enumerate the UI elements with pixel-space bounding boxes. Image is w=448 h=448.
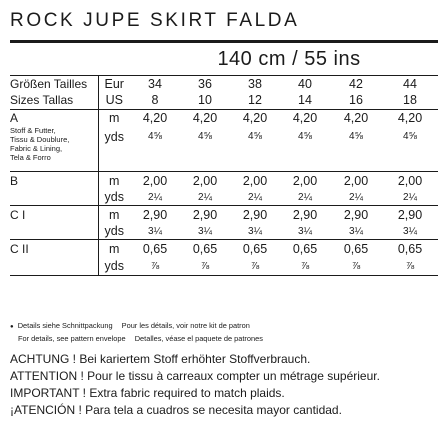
yardage-value: 2,00: [242, 173, 268, 188]
yardage-value: 2,90: [192, 207, 218, 222]
yardage-value: ⅞: [280, 258, 330, 276]
size-value: 14: [280, 92, 330, 110]
unit-label: m: [98, 206, 130, 224]
unit-label: m: [98, 240, 130, 258]
yardage-value: 0,65: [142, 241, 168, 256]
size-value: 12: [230, 92, 280, 110]
yardage-value: 2,90: [343, 207, 369, 222]
yardage-value: 4⅝: [330, 126, 382, 172]
title-divider: [10, 40, 438, 43]
section-a-metric-row: [10, 110, 438, 126]
yardage-value: 3¼: [330, 224, 382, 240]
yardage-value: 2,90: [397, 207, 423, 222]
size-value: 16: [330, 92, 382, 110]
yardage-value: 4⅝: [130, 126, 180, 172]
yardage-value: 3¼: [230, 224, 280, 240]
section-b-metric-row: [10, 172, 438, 190]
notes-line-1: [10, 320, 263, 333]
section-c1-metric-row: [10, 206, 438, 224]
size-value: 34: [130, 76, 180, 92]
note-en: For details, see pattern envelope: [18, 334, 126, 343]
yardage-value: ⅞: [330, 258, 382, 276]
yardage-value: 3¼: [180, 224, 230, 240]
section-b-imperial-row: [10, 190, 438, 206]
unit-label: yds: [98, 224, 130, 240]
note-fr: Pour les détails, voir notre kit de patron: [121, 321, 250, 330]
yardage-value: 4⅝: [382, 126, 438, 172]
yardage-value: 4,20: [192, 110, 218, 125]
yardage-value: 4,20: [292, 110, 318, 125]
yardage-value: 3¼: [280, 224, 330, 240]
section-label: C II: [10, 241, 29, 256]
bullet-icon: ●: [10, 324, 14, 330]
yardage-value: 3¼: [382, 224, 438, 240]
unit-label: yds: [98, 258, 130, 276]
yardage-value: 4⅝: [180, 126, 230, 172]
warning-es: ¡ATENCIÓN ! Para tela a cuadros se necesita mayor cantidad.: [10, 403, 342, 417]
yardage-value: 4⅝: [280, 126, 330, 172]
yardage-value: 2,00: [192, 173, 218, 188]
yardage-value: 2,00: [292, 173, 318, 188]
yardage-value: 4,20: [397, 110, 423, 125]
size-value: 36: [180, 76, 230, 92]
size-value: 42: [330, 76, 382, 92]
size-row-eur: [10, 76, 438, 92]
section-a-imperial-row: [10, 126, 438, 172]
size-row-label: Sizes Tallas: [10, 92, 98, 110]
size-value: 44: [382, 76, 438, 92]
yardage-value: 2,90: [292, 207, 318, 222]
yardage-value: 2¼: [130, 190, 180, 206]
warning-de: ACHTUNG ! Bei kariertem Stoff erhöhter Stoffverbrauch.: [10, 352, 311, 366]
size-value: 40: [280, 76, 330, 92]
warning-en: IMPORTANT ! Extra fabric required to match plaids.: [10, 386, 285, 400]
yardage-value: 2,00: [397, 173, 423, 188]
yardage-value: 4,20: [242, 110, 268, 125]
size-value: 38: [230, 76, 280, 92]
yardage-value: 2¼: [382, 190, 438, 206]
yardage-value: 2¼: [280, 190, 330, 206]
fabric-width-heading: 140 cm / 55 ins: [217, 48, 361, 70]
note-es: Detalles, véase el paquete de patrones: [134, 334, 263, 343]
unit-label: m: [98, 172, 130, 190]
section-label: C I: [10, 207, 26, 222]
size-value: 8: [130, 92, 180, 110]
yardage-value: 2,90: [242, 207, 268, 222]
yardage-value: ⅞: [130, 258, 180, 276]
yardage-value: ⅞: [180, 258, 230, 276]
unit-label: Eur: [98, 76, 130, 92]
size-row-label: Größen Tailles: [10, 76, 98, 92]
yardage-value: 2,00: [142, 173, 168, 188]
unit-label: m: [98, 110, 130, 126]
yardage-value: ⅞: [230, 258, 280, 276]
yardage-value: 0,65: [192, 241, 218, 256]
size-row-us: [10, 92, 438, 110]
section-c1-imperial-row: [10, 224, 438, 240]
unit-label: US: [98, 92, 130, 110]
yardage-value: 0,65: [343, 241, 369, 256]
yardage-value: ⅞: [382, 258, 438, 276]
yardage-value: 0,65: [292, 241, 318, 256]
section-label: B: [10, 173, 19, 188]
yardage-value: 0,65: [397, 241, 423, 256]
pattern-notes: [10, 320, 263, 345]
section-label: A: [10, 110, 19, 125]
size-value: 10: [180, 92, 230, 110]
yardage-table: [10, 75, 438, 276]
section-sublabel: Stoff & Futter, Tissu & Doublure, Fabric & Lining, Tela & Forro: [10, 126, 98, 172]
yardage-value: 4,20: [142, 110, 168, 125]
plaid-warnings: [10, 351, 380, 419]
yardage-value: 2,90: [142, 207, 168, 222]
note-de: Details siehe Schnittpackung: [17, 321, 113, 330]
yardage-value: 4,20: [343, 110, 369, 125]
notes-line-2: [10, 333, 263, 345]
yardage-value: 2¼: [330, 190, 382, 206]
yardage-value: 3¼: [130, 224, 180, 240]
yardage-value: 2¼: [230, 190, 280, 206]
size-value: 18: [382, 92, 438, 110]
yardage-value: 2¼: [180, 190, 230, 206]
unit-label: yds: [98, 126, 130, 172]
warning-fr: ATTENTION ! Pour le tissu à carreaux compter un métrage supérieur.: [10, 369, 380, 383]
unit-label: yds: [98, 190, 130, 206]
section-c2-imperial-row: [10, 258, 438, 276]
yardage-value: 2,00: [343, 173, 369, 188]
section-c2-metric-row: [10, 240, 438, 258]
page-title: ROCK JUPE SKIRT FALDA: [10, 10, 300, 31]
yardage-value: 4⅝: [230, 126, 280, 172]
yardage-value: 0,65: [242, 241, 268, 256]
